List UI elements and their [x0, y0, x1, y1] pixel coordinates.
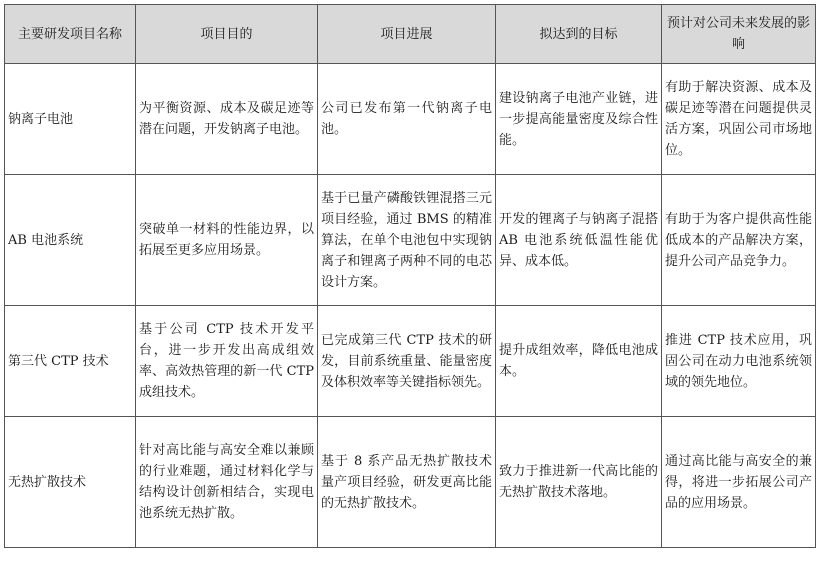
cell-target-goal: 开发的锂离子与钠离子混搭 AB 电池系统低温性能优异、成本低。 — [496, 175, 662, 306]
table-row — [5, 306, 816, 417]
cell-project-progress: 基于已量产磷酸铁锂混搭三元项目经验，通过 BMS 的精准算法，在单个电池包中实现钠离子和锂离子两种不同的电芯设计方案。 — [318, 175, 496, 306]
cell-project-purpose: 突破单一材料的性能边界，以拓展至更多应用场景。 — [136, 175, 318, 306]
header-future-impact: 预计对公司未来发展的影响 — [662, 5, 816, 64]
cell-project-purpose: 为平衡资源、成本及碳足迹等潜在问题，开发钠离子电池。 — [136, 64, 318, 175]
table-row — [5, 64, 816, 175]
cell-target-goal: 提升成组效率，降低电池成本。 — [496, 306, 662, 417]
cell-target-goal: 致力于推进新一代高比能的无热扩散技术落地。 — [496, 417, 662, 548]
cell-future-impact: 通过高比能与高安全的兼得，将进一步拓展公司产品的应用场景。 — [662, 417, 816, 548]
cell-project-purpose: 针对高比能与高安全难以兼顾的行业难题，通过材料化学与结构设计创新相结合，实现电池系统无热扩散。 — [136, 417, 318, 548]
header-project-purpose: 项目目的 — [136, 5, 318, 64]
rd-projects-table-wrapper — [4, 4, 816, 548]
table-row — [5, 417, 816, 548]
header-target-goal: 拟达到的目标 — [496, 5, 662, 64]
cell-project-purpose: 基于公司 CTP 技术开发平台，进一步开发出高成组效率、高效热管理的新一代 CTP 成组技术。 — [136, 306, 318, 417]
cell-project-progress: 已完成第三代 CTP 技术的研发，目前系统重量、能量密度及体积效率等关键指标领先。 — [318, 306, 496, 417]
cell-project-name: AB 电池系统 — [5, 175, 136, 306]
cell-future-impact: 有助于为客户提供高性能低成本的产品解决方案，提升公司产品竞争力。 — [662, 175, 816, 306]
cell-project-name: 无热扩散技术 — [5, 417, 136, 548]
cell-future-impact: 推进 CTP 技术应用，巩固公司在动力电池系统领域的领先地位。 — [662, 306, 816, 417]
cell-future-impact: 有助于解决资源、成本及碳足迹等潜在问题提供灵活方案，巩固公司市场地位。 — [662, 64, 816, 175]
cell-project-progress: 基于 8 系产品无热扩散技术量产项目经验，研发更高比能的无热扩散技术。 — [318, 417, 496, 548]
cell-project-name: 第三代 CTP 技术 — [5, 306, 136, 417]
header-project-progress: 项目进展 — [318, 5, 496, 64]
table-row — [5, 175, 816, 306]
cell-target-goal: 建设钠离子电池产业链，进一步提高能量密度及综合性能。 — [496, 64, 662, 175]
rd-projects-table — [4, 4, 816, 548]
header-project-name: 主要研发项目名称 — [5, 5, 136, 64]
table-header-row — [5, 5, 816, 64]
cell-project-name: 钠离子电池 — [5, 64, 136, 175]
cell-project-progress: 公司已发布第一代钠离子电池。 — [318, 64, 496, 175]
